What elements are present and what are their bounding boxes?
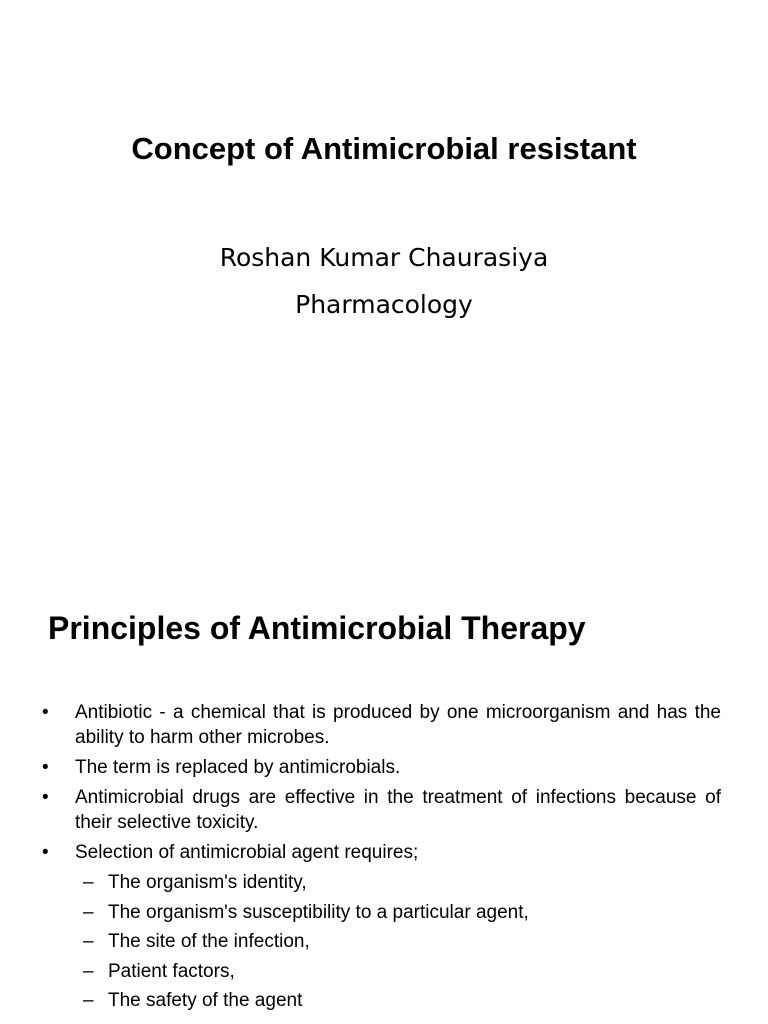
sub-item-text: The site of the infection, <box>108 931 310 953</box>
sub-item-text: The organism's identity, <box>108 872 307 893</box>
bullet-text: Antimicrobial drugs are effective in the treatment of infections because of their selective toxicity. <box>75 787 721 833</box>
slide-subtitle <box>0 234 768 328</box>
slide-title: Concept of Antimicrobial resistant <box>131 131 637 166</box>
sub-item <box>0 929 768 954</box>
sub-item-text: The organism's susceptibility to a particular agent, <box>108 901 529 923</box>
sub-item <box>0 959 768 984</box>
bullet-list <box>0 700 768 1018</box>
dash-icon: – <box>83 872 94 893</box>
sub-item <box>0 988 768 1013</box>
bullet-item <box>0 785 768 835</box>
bullet-dot-icon: • <box>42 702 49 723</box>
slide-heading: Principles of Antimicrobial Therapy <box>48 610 586 646</box>
sub-item-text: The safety of the agent <box>108 990 303 1012</box>
department-name: Pharmacology <box>295 290 473 319</box>
bullet-text: Selection of antimicrobial agent requires; <box>75 842 419 863</box>
content-slide <box>0 576 768 1024</box>
author-name: Roshan Kumar Chaurasiya <box>219 243 549 272</box>
sub-item <box>0 900 768 925</box>
bullet-dot-icon: • <box>42 842 49 863</box>
dash-icon: – <box>83 901 94 923</box>
dash-icon: – <box>83 960 94 982</box>
sub-item-text: Patient factors, <box>108 960 235 982</box>
bullet-item <box>0 755 768 780</box>
dash-icon: – <box>83 990 94 1012</box>
bullet-item <box>0 700 768 750</box>
sub-item <box>0 870 768 895</box>
bullet-text: The term is replaced by antimicrobials. <box>75 757 401 778</box>
bullet-dot-icon: • <box>42 757 49 778</box>
bullet-text: Antibiotic - a chemical that is produced by one microorganism and has the ability to harm other microbes. <box>75 702 721 748</box>
bullet-dot-icon: • <box>42 787 49 808</box>
dash-icon: – <box>83 931 94 953</box>
bullet-item <box>0 840 768 865</box>
